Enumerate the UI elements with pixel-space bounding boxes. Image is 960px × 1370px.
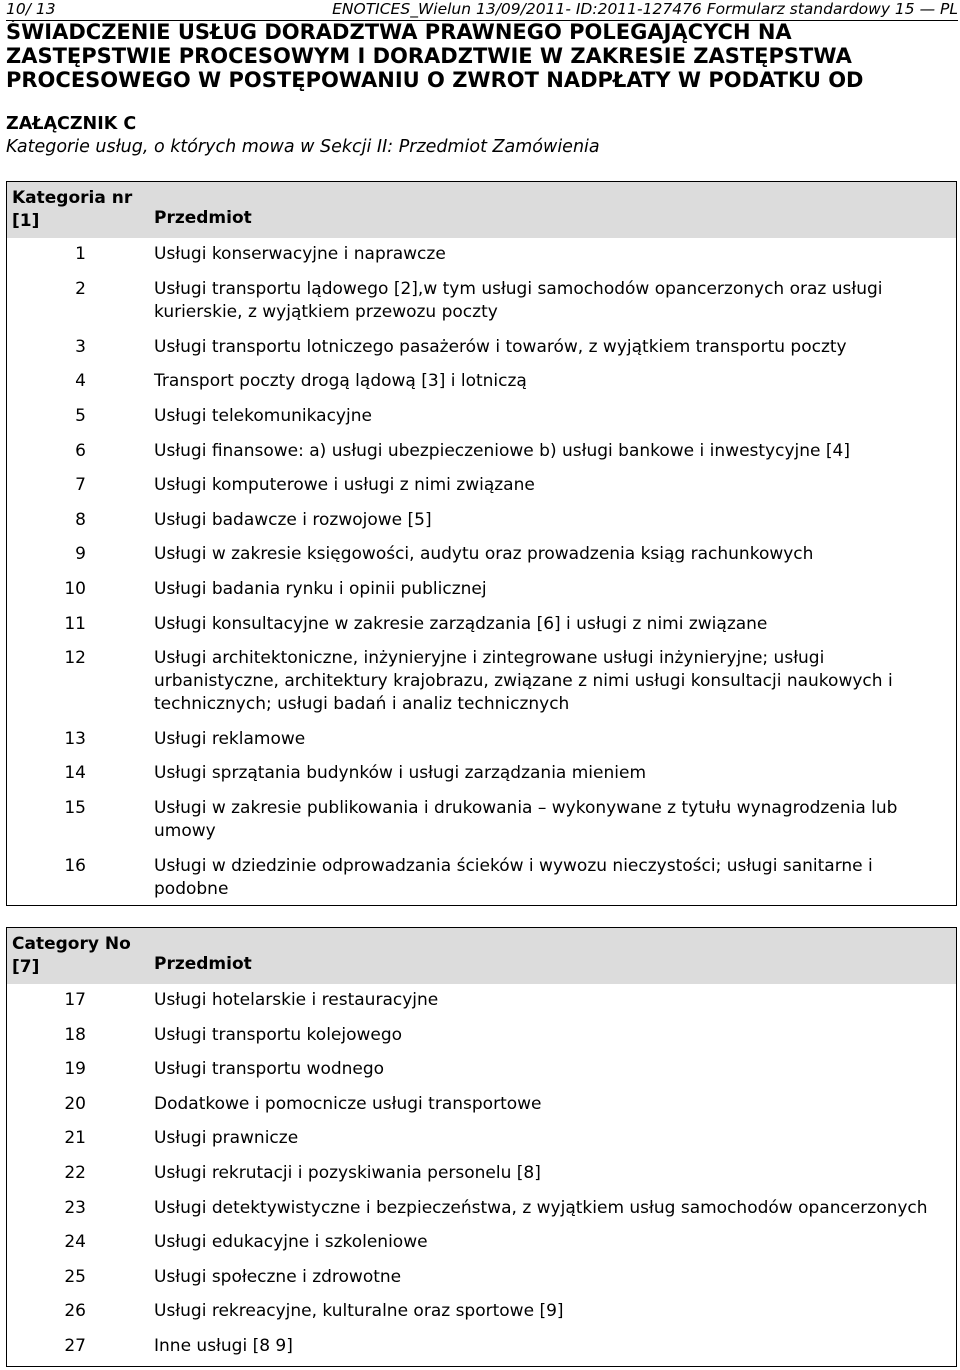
category-column-header: Kategoria nr [1] (12, 188, 133, 231)
page-number: 10/ 13 (6, 0, 56, 18)
subject-column-header: Przedmiot (154, 954, 252, 974)
category-column-header: Category No [7] (12, 934, 131, 977)
document-reference: ENOTICES_Wielun 13/09/2011- ID:2011-127476 Formularz standardowy 15 — PL (332, 0, 958, 18)
attachment-heading: ZAŁĄCZNIK C (6, 114, 137, 134)
page-header (6, 0, 958, 21)
table-header (7, 928, 956, 984)
category-table-2: Category No [7] Przedmiot 17 Usługi hotelarskie i restauracyjne 18 Usługi transportu kolejowego 19 Usługi transportu wodnego 20 Dodatkowe i pomocnicze usługi transportowe 21 Usługi prawnicze 22 Usługi rekrutacji i pozyskiwania personelu [8] 23 Usługi detektywistyczne i bezpieczeństwa, z wyjątkiem usług samochodów opancerzonych 24 Usługi edukacyjne i szkoleniowe 25 Usługi społeczne i zdrowotne 26 Usługi rekreacyjne, kulturalne oraz sportowe [9] 27 Inne usługi [8 9] (6, 927, 957, 1367)
document-title: ŚWIADCZENIE USŁUG DORADZTWA PRAWNEGO POLEGAJĄCYCH NA ZASTĘPSTWIE PROCESOWYM I DORADZTWIE W ZAKRESIE ZASTĘPSTWA PROCESOWEGO W POSTĘPOWANIU O ZWROT NADPŁATY W PODATKU OD (6, 20, 864, 92)
table-header (7, 182, 956, 238)
category-table-1: Kategoria nr [1] Przedmiot 1 Usługi konserwacyjne i naprawcze 2 Usługi transportu lądowego [2],w tym usługi samochodów opancerzonych oraz usługi kurierskie, z wyjątkiem przewozu poczty 3 Usługi transportu lotniczego pasażerów i towarów, z wyjątkiem transportu poczty 4 Transport poczty drogą lądową [3] i lotniczą 5 Usługi telekomunikacyjne 6 Usługi finansowe: a) usługi ubezpieczeniowe b) usługi bankowe i inwestycyjne [4] 7 Usługi komputerowe i usługi z nimi związane 8 Usługi badawcze i rozwojowe [5] 9 Usługi w zakresie księgowości, audytu oraz prowadzenia ksiąg rachunkowych 10 Usługi badania rynku i opinii publicznej 11 Usługi konsultacyjne w zakresie zarządzania [6] i usługi z nimi związane 12 Usługi architektoniczne, inżynieryjne i zintegrowane usługi inżynieryjne; usługi urbanistyczne, architektury krajobrazu, związane z nimi usługi konsultacji naukowych i technicznych; usługi badań i analiz technicznych 13 Usługi reklamowe 14 Usługi sprzątania budynków i usługi zarządzania mieniem 15 Usługi w zakresie publikowania i drukowania – wykonywane z tytułu wynagrodzenia lub umowy 16 Usługi w dziedzinie odprowadzania ścieków i wywozu nieczystości; usługi sanitarne i podobne (6, 181, 957, 906)
attachment-subtitle: Kategorie usług, o których mowa w Sekcji II: Przedmiot Zamówienia (6, 137, 600, 157)
subject-column-header: Przedmiot (154, 208, 252, 228)
